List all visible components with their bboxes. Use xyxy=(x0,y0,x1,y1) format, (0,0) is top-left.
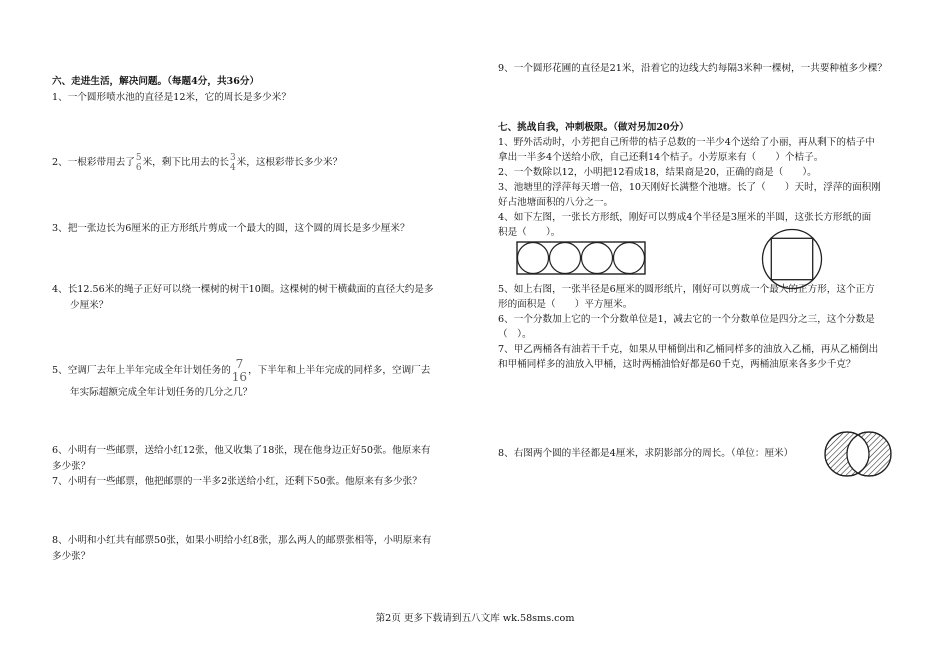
challenge-5-line-1: 5、如上右图，一张半径是6厘米的圆形纸片，刚好可以剪成一个最大的正方形，这个正方 xyxy=(498,284,875,295)
fraction-numerator: 3 xyxy=(229,152,236,163)
fraction-denominator: 6 xyxy=(135,162,142,173)
circle-1 xyxy=(518,243,549,274)
challenge-4-line-2: 积是（ ）。 xyxy=(498,227,561,238)
question-5-line-2: 年实际超额完成全年计划任务的几分之几？ xyxy=(70,387,253,398)
question-3: 3、把一张边长为6厘米的正方形纸片剪成一个最大的圆，这个圆的周长是多少厘米？ xyxy=(52,223,410,234)
fraction-numerator: 7 xyxy=(235,356,244,371)
challenge-2: 2、一个数除以12，小明把12看成18，结果商是20，正确的商是（ ）。 xyxy=(498,167,817,178)
challenge-8: 8、右图两个圆的半径都是4厘米，求阴影部分的周长。（单位：厘米） xyxy=(498,448,794,459)
question-6-line-2: 多少张？ xyxy=(52,461,91,472)
question-2-part-a: 2、一根彩带用去了 xyxy=(52,157,135,168)
question-4-line-1: 4、长12.56米的绳子正好可以绕一棵树的树干10圈。这棵树的树干横截面的直径大约是多 xyxy=(52,284,434,295)
section-six-title: 六、走进生活，解决问题。（每题4分，共36分） xyxy=(52,76,260,87)
challenge-7-line-1: 7、甲乙两桶各有油若干千克，如果从甲桶倒出和乙桶同样多的油放入乙桶，再从乙桶倒出 xyxy=(498,344,879,355)
page-footer: 第2页 更多下载请到五八文库 wk.58sms.com xyxy=(375,613,575,624)
question-5-line-1 xyxy=(52,356,430,386)
challenge-3-line-1: 3、池塘里的浮萍每天增一倍，10天刚好长满整个池塘。长了（ ）天时，浮萍的面积刚 xyxy=(498,182,881,193)
question-7: 7、小明有一些邮票，他把邮票的一半多2张送给小红，还剩下50张。他原来有多少张？ xyxy=(52,476,422,487)
challenge-6-line-2: （ ）。 xyxy=(498,329,532,340)
fraction-five-sixths xyxy=(136,153,142,173)
fraction-denominator: 4 xyxy=(229,162,236,173)
fraction-three-quarters xyxy=(230,153,236,173)
challenge-3-line-2: 好占池塘面积的八分之一。 xyxy=(498,197,614,208)
challenge-6-line-1: 6、一个分数加上它的一个分数单位是1，减去它的一个分数单位是四分之三，这个分数是 xyxy=(498,314,875,325)
challenge-4-line-1: 4、如下左图，一张长方形纸，刚好可以剪成4个半径是3厘米的半圆，这张长方形纸的面 xyxy=(498,212,872,223)
challenge-1-line-1: 1、野外活动时，小芳把自己所带的桔子总数的一半少4个送给了小丽，再从剩下的桔子中 xyxy=(498,137,875,148)
circle-2 xyxy=(550,243,581,274)
challenge-7-line-2: 和甲桶同样多的油放入甲桶，这时两桶油恰好都是60千克，两桶油原来各多少千克？ xyxy=(498,359,856,370)
overlapping-circles-figure xyxy=(823,430,893,478)
question-5-part-a: 5、空调厂去年上半年完成全年计划任务的 xyxy=(52,365,231,376)
challenge-5-line-2: 形的面积是（ ）平方厘米。 xyxy=(498,299,633,310)
circle-4 xyxy=(614,243,645,274)
question-8-line-1: 8、小明和小红共有邮票50张，如果小明给小红8张，那么两人的邮票张相等，小明原来有 xyxy=(52,535,432,546)
challenge-1-line-2: 拿出一半多4个送给小欣，自己还剩14个桔子。小芳原来有（ ）个桔子。 xyxy=(498,152,824,163)
question-2-part-c: 米，这根彩带长多少米？ xyxy=(236,157,343,168)
question-9: 9、一个圆形花圃的直径是21米，沿着它的边线大约每隔3米种一棵树，一共要种植多少棵？ xyxy=(498,63,887,74)
rectangle-four-circles-figure xyxy=(516,241,646,275)
fraction-numerator: 5 xyxy=(135,152,142,163)
circle-3 xyxy=(582,243,613,274)
square-in-circle-figure xyxy=(761,228,823,290)
section-seven-title: 七、挑战自我，冲刺极限。（做对另加20分） xyxy=(498,122,689,133)
fraction-seven-sixteenths xyxy=(232,358,247,384)
question-5-part-b: ，下半年和上半年完成的同样多，空调厂去 xyxy=(248,365,431,376)
question-1: 1、一个圆形喷水池的直径是12米，它的周长是多少米？ xyxy=(52,92,291,103)
question-2 xyxy=(52,150,342,176)
question-4-line-2: 少厘米？ xyxy=(70,300,109,311)
question-2-part-b: 米，剩下比用去的长 xyxy=(142,157,229,168)
question-8-line-2: 多少张？ xyxy=(52,551,91,562)
question-6-line-1: 6、小明有一些邮票，送给小红12张，他又收集了18张，现在他身边正好50张。他原来有 xyxy=(52,445,431,456)
inscribed-square xyxy=(771,238,812,279)
fraction-denominator: 16 xyxy=(231,369,248,384)
